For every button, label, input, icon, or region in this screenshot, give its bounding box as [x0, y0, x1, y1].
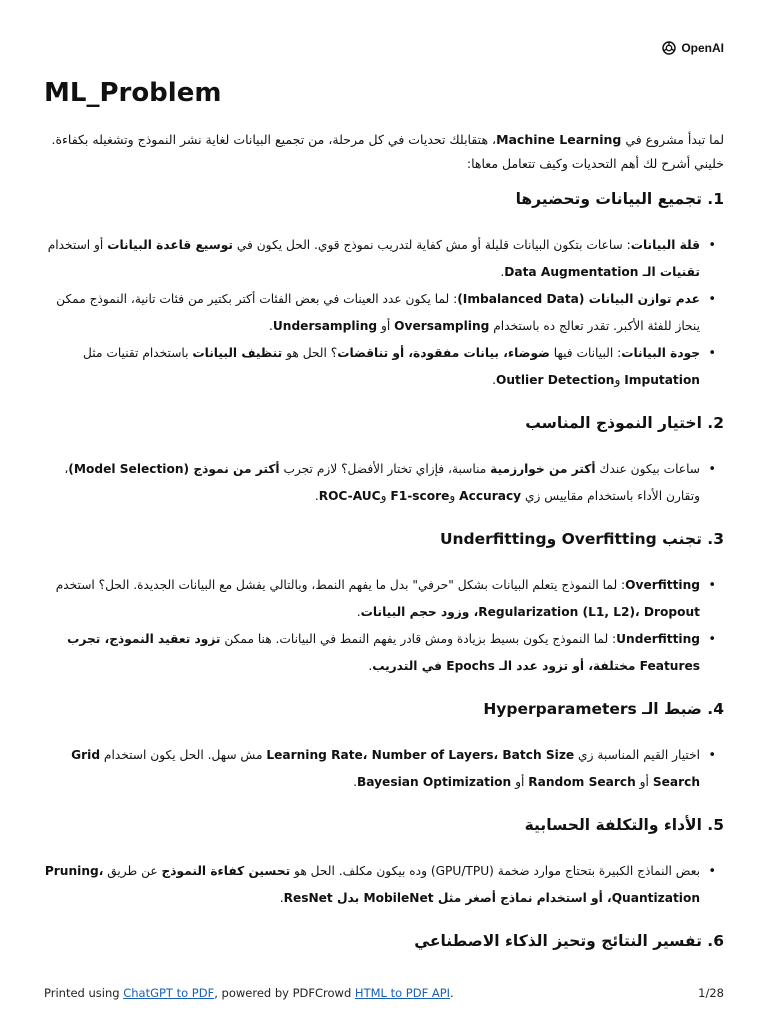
brand-name: OpenAI [681, 41, 724, 55]
list-item: • Underfitting: لما النموذج يكون بسيط بزيادة ومش قادر يفهم النمط في البيانات. هنا ممكن تزود تعقيد النموذج، تجرب Features مختلفة، أو تزود عدد الـ Epochs في التدريب. [44, 626, 700, 680]
html-to-pdf-api-link[interactable]: HTML to PDF API [354, 986, 451, 1000]
list-item: • اختيار القيم المناسبة زي Learning Rate، Number of Layers، Batch Size مش سهل. الحل يكون استخدام Grid Search أو Random Search أو Bayesian Optimization. [44, 742, 700, 796]
openai-knot-icon [661, 40, 677, 56]
bullet-list [44, 572, 724, 680]
section-heading: 1. تجميع البيانات وتحضيرها [515, 190, 724, 208]
list-item: • جودة البيانات: البيانات فيها ضوضاء، بيانات مفقودة، أو تناقضات؟ الحل هو تنظيف البيانات باستخدام تقنيات مثل Imputation وOutlier Detection. [44, 340, 700, 394]
bullet-list [44, 456, 724, 510]
document-body [44, 128, 724, 974]
bullet-list [44, 232, 724, 394]
bullet-list [44, 742, 724, 796]
list-item: • قلة البيانات: ساعات بتكون البيانات قليلة أو مش كفاية لتدريب نموذج قوي. الحل يكون في توسيع قاعدة البيانات أو استخدام تقنيات الـ Data Augmentation. [44, 232, 700, 286]
page-number: 1/28 [698, 986, 724, 1000]
list-item: • Overfitting: لما النموذج يتعلم البيانات بشكل "حرفي" بدل ما يفهم النمط، وبالتالي يفشل مع البيانات الجديدة. الحل؟ استخدم Regularization (L1, L2)، Dropout، وزود حجم البيانات. [44, 572, 700, 626]
section-heading: 4. ضبط الـ Hyperparameters [483, 700, 724, 718]
list-item: • ساعات بيكون عندك أكتر من خوارزمية مناسبة، فإزاي تختار الأفضل؟ لازم تجرب أكتر من نموذج (Model Selection)، وتقارن الأداء باستخدام مقاييس زي Accuracy وF1-score وROC-AUC. [44, 456, 700, 510]
openai-logo [661, 40, 724, 56]
section-heading: 3. تجنب Overfitting وUnderfitting [439, 530, 724, 548]
intro-paragraph: لما تبدأ مشروع في Machine Learning، هتقابلك تحديات في كل مرحلة، من تجميع البيانات لغاية نشر النموذج وتشغيله بكفاءة. خليني أشرح لك أهم التحديات وكيف تتعامل معاها: [51, 132, 724, 171]
section-heading: 6. تفسير النتائج وتحيز الذكاء الاصطناعي [414, 932, 724, 950]
list-item: • عدم توازن البيانات (Imbalanced Data): لما يكون عدد العينات في بعض الفئات أكتر بكتير من فئات تانية، النموذج ممكن ينحاز للفئة الأكبر. تقدر تعالج ده باستخدام Oversampling أو Undersampling. [44, 286, 700, 340]
bullet-list [44, 858, 724, 912]
page-title: ML_Problem [44, 78, 222, 108]
footer-credit: Printed using ChatGPT to PDF, powered by PDFCrowd HTML to PDF API. [44, 986, 454, 1000]
section-heading: 2. اختيار النموذج المناسب [525, 414, 724, 432]
chatgpt-to-pdf-link[interactable]: ChatGPT to PDF [123, 986, 215, 1000]
page-footer [44, 986, 724, 1000]
list-item: • بعض النماذج الكبيرة بتحتاج موارد ضخمة (GPU/TPU) وده بيكون مكلف. الحل هو تحسين كفاءة النموذج عن طريق Pruning، Quantization، أو استخدام نماذج أصغر مثل MobileNet بدل ResNet. [44, 858, 700, 912]
section-heading: 5. الأداء والتكلفة الحسابية [524, 816, 724, 834]
